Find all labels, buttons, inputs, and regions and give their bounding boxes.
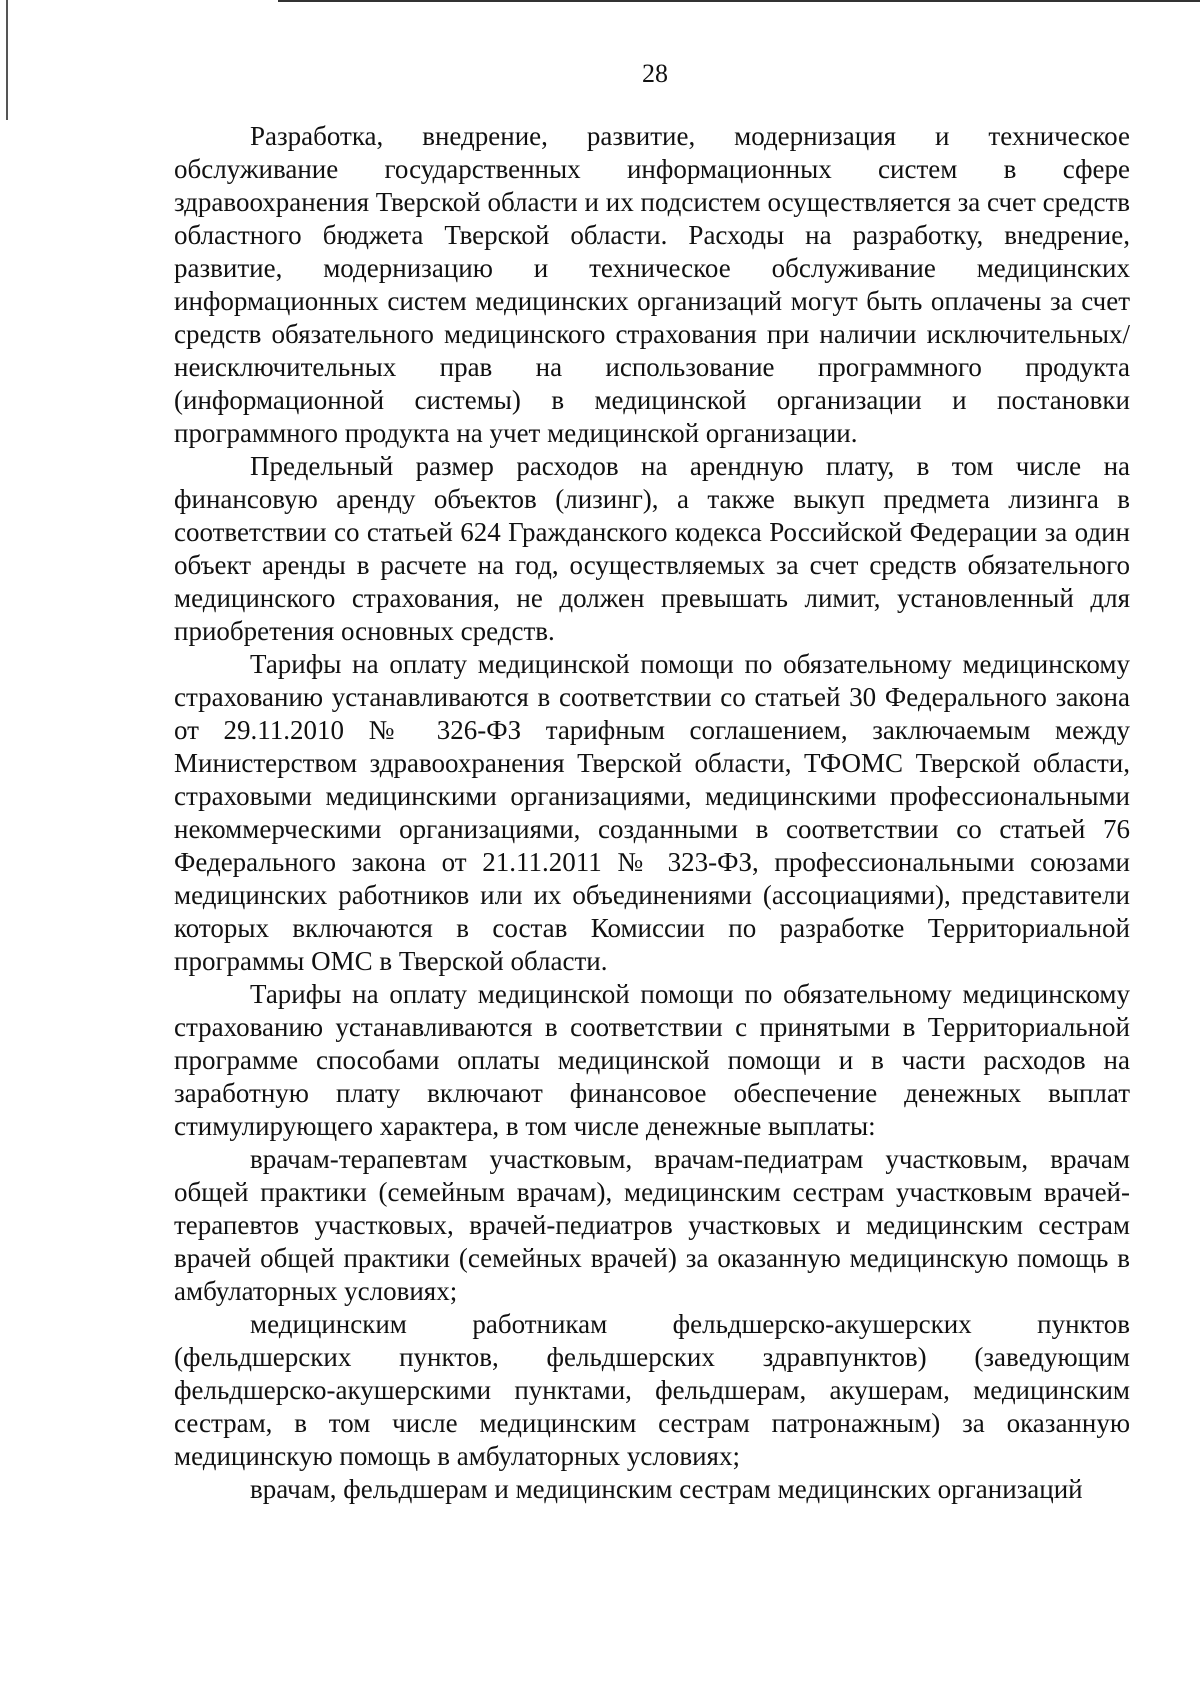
page-number: 28 <box>642 59 668 88</box>
paragraph-it-systems-financing: Разработка, внедрение, развитие, модернизация и техническое обслуживание государственных информационных систем в сфере здравоохранения Тверской области и их подсистем осуществляется за счет средств областного бюджета Тверской области. Расходы на разработку, внедрение, развитие, модернизацию и техническое обслуживание медицинских информационных систем медицинских организаций могут быть оплачены за счет средств обязательного медицинского страхования при наличии исключительных/неисключительных прав на использование программного продукта (информационной системы) в медицинской организации и постановки программного продукта на учет медицинской организации. <box>174 121 1130 448</box>
paragraph-tariff-agreement: Тарифы на оплату медицинской помощи по обязательному медицинскому страхованию устанавливаются в соответствии со статьей 30 Федерального закона от 29.11.2010 № 326-ФЗ тарифным соглашением, заключаемым между Министерством здравоохранения Тверской области, ТФОМС Тверской области, страховыми медицинскими организациями, медицинскими профессиональными некоммерческими организациями, созданными в соответствии со статьей 76 Федерального закона от 21.11.2011 № 323-ФЗ, профессиональными союзами медицинских работников или их объединениями (ассоциациями), представители которых включаются в состав Комиссии по разработке Территориальной программы ОМС в Тверской области. <box>174 649 1130 976</box>
paragraph-lease-limit: Предельный размер расходов на арендную плату, в том числе на финансовую аренду объектов (лизинг), а также выкуп предмета лизинга в соответствии со статьей 624 Гражданского кодекса Российской Федерации за один объект аренды в расчете на год, осуществляемых за счет средств обязательного медицинского страхования, не должен превышать лимит, установленный для приобретения основных средств. <box>174 451 1130 646</box>
top-border-line <box>278 0 1200 2</box>
paragraph-feldsher-stations: медицинским работникам фельдшерско-акушерских пунктов (фельдшерских пунктов, фельдшерских здравпунктов) (заведующим фельдшерско-акушерскими пунктами, фельдшерам, акушерам, медицинским сестрам, в том числе медицинским сестрам патронажным) за оказанную медицинскую помощь в амбулаторных условиях; <box>174 1309 1130 1471</box>
paragraph-tariff-payments: Тарифы на оплату медицинской помощи по обязательному медицинскому страхованию устанавливаются в соответствии с принятыми в Территориальной программе способами оплаты медицинской помощи и в части расходов на заработную плату включают финансовое обеспечение денежных выплат стимулирующего характера, в том числе денежные выплаты: <box>174 979 1130 1141</box>
paragraph-emergency-staff: врачам, фельдшерам и медицинским сестрам медицинских организаций <box>250 1474 1083 1504</box>
paragraph-district-doctors: врачам-терапевтам участковым, врачам-педиатрам участковым, врачам общей практики (семейным врачам), медицинским сестрам участковым врачей-терапевтов участковых, врачей-педиатров участковых и медицинским сестрам врачей общей практики (семейных врачей) за оказанную медицинскую помощь в амбулаторных условиях; <box>174 1144 1130 1306</box>
document-body <box>174 120 1130 1506</box>
